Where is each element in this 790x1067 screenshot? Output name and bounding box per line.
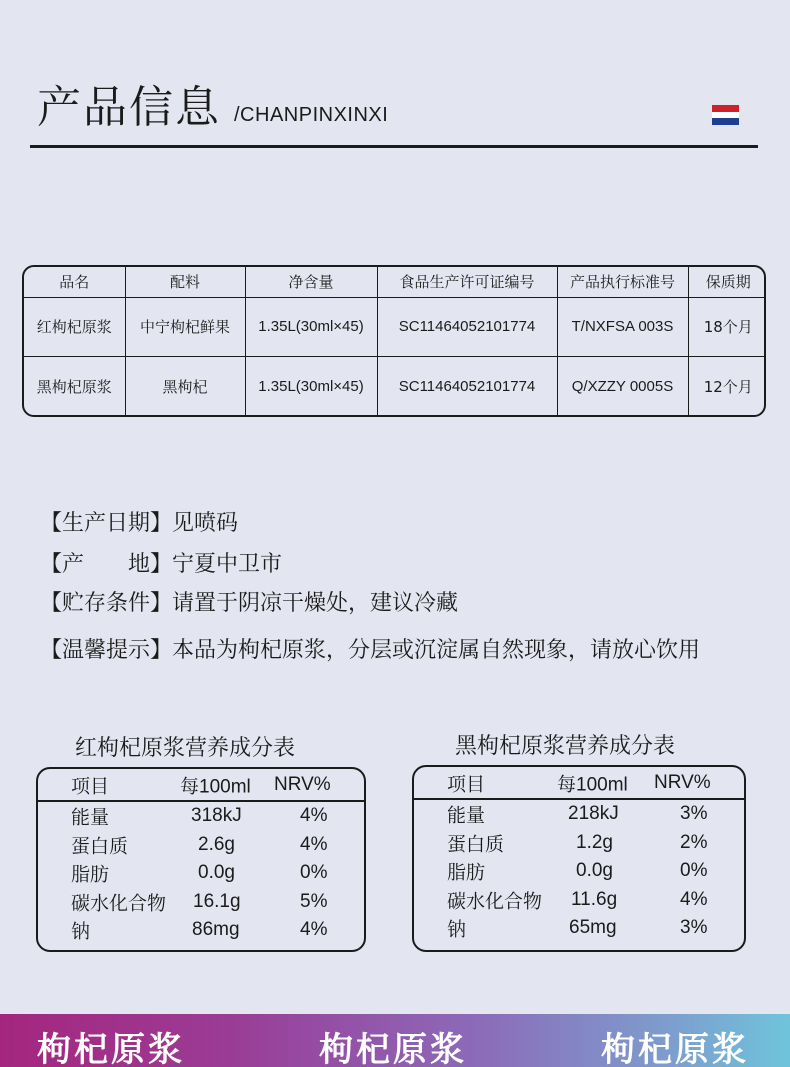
table-row [38,831,364,860]
cell-volume: 1.35L(30ml×45) [245,297,377,357]
cell-ingredients: 黑枸杞 [125,357,245,415]
header-cell-ingredients: 配料 [125,267,245,297]
table-row [414,829,744,858]
nutrition-header-row [38,769,364,802]
cell-shelf-life: 12个月 [703,377,753,396]
col-item: 项目 [71,776,110,797]
nutrient-nrv: 4% [300,919,328,941]
page-subtitle: /CHANPINXINXI [234,104,389,126]
table-row [414,914,744,943]
col-per-100ml: 每100ml [180,776,251,797]
nutrition-table-red [36,767,366,952]
table-row [38,802,364,831]
table-row [24,357,766,415]
footer-word: 枸杞原浆 [601,1030,749,1067]
cell-standard: T/NXFSA 003S [557,297,688,357]
table-header-row [24,267,766,297]
col-per-100ml: 每100ml [557,774,628,795]
cell-volume: 1.35L(30ml×45) [245,357,377,415]
nutrient-value: 318kJ [191,805,242,827]
table-row [24,297,766,357]
nutrient-name: 脂肪 [71,864,110,886]
cell-standard: Q/XZZY 0005S [557,357,688,415]
nutrient-name: 能量 [71,807,110,829]
table-row [414,886,744,915]
flag-stripe-white [712,112,739,119]
nutrient-name: 脂肪 [447,862,486,884]
nutrient-nrv: 5% [300,890,328,912]
detail-storage: 【贮存条件】请置于阴凉干燥处，建议冷藏 [40,591,459,616]
col-nrv: NRV% [274,773,331,795]
cell-license: SC11464052101774 [377,297,557,357]
product-info-table [22,265,766,417]
nutrition-header-row [414,767,744,800]
nutrient-name: 蛋白质 [71,836,129,858]
nutrient-value: 0.0g [198,862,235,884]
cell-ingredients: 中宁枸杞鲜果 [125,297,245,357]
nutrient-value: 65mg [569,917,617,939]
table-row [414,800,744,829]
detail-tips: 【温馨提示】本品为枸杞原浆，分层或沉淀属自然现象，请放心饮用 [40,638,701,663]
table-row [38,916,364,945]
nutrition-table-black [412,765,746,952]
detail-origin: 【产 地】宁夏中卫市 [40,552,283,577]
col-nrv: NRV% [654,771,711,793]
header-cell-shelf-life: 保质期 [688,267,766,297]
footer-word: 枸杞原浆 [319,1030,467,1067]
nutrient-nrv: 4% [300,833,328,855]
cell-name: 黑枸杞原浆 [24,357,125,415]
footer-banner [0,1014,790,1067]
cell-shelf-life: 18个月 [688,297,766,357]
flag-icon [712,105,739,125]
nutrient-name: 钠 [71,921,91,943]
col-item: 项目 [447,774,486,795]
nutrient-value: 86mg [192,919,240,941]
cell-name: 红枸杞原浆 [24,297,125,357]
nutrient-value: 2.6g [198,833,235,855]
nutrition-title-red: 红枸杞原浆营养成分表 [75,736,296,761]
detail-production-date: 【生产日期】见喷码 [40,511,239,536]
table-row [414,857,744,886]
flag-stripe-red [712,105,739,112]
table-row [38,888,364,917]
nutrient-name: 蛋白质 [447,834,505,856]
header-cell-name: 品名 [24,267,125,297]
nutrient-name: 碳水化合物 [71,893,167,915]
nutrition-title-black: 黑枸杞原浆营养成分表 [455,734,676,759]
page-header [37,82,757,148]
nutrient-value: 0.0g [576,860,613,882]
cell-license: SC11464052101774 [377,357,557,415]
nutrient-name: 能量 [447,805,486,827]
flag-stripe-blue [712,118,739,125]
nutrient-nrv: 3% [680,803,708,825]
nutrient-nrv: 3% [680,917,708,939]
nutrient-nrv: 0% [300,862,328,884]
nutrient-nrv: 0% [680,860,708,882]
table-row [38,859,364,888]
page-title: 产品信息 [37,82,221,133]
footer-word: 枸杞原浆 [37,1030,185,1067]
nutrient-value: 16.1g [193,890,241,912]
nutrient-nrv: 2% [680,831,708,853]
header-cell-standard: 产品执行标准号 [557,267,688,297]
nutrient-nrv: 4% [300,805,328,827]
nutrient-value: 1.2g [576,831,613,853]
header-cell-volume: 净含量 [245,267,377,297]
header-divider [30,145,758,148]
nutrient-value: 11.6g [571,888,618,910]
nutrient-name: 钠 [447,919,467,941]
nutrient-nrv: 4% [680,888,708,910]
nutrient-name: 碳水化合物 [447,891,543,913]
nutrient-value: 218kJ [568,803,619,825]
header-cell-license: 食品生产许可证编号 [377,267,557,297]
